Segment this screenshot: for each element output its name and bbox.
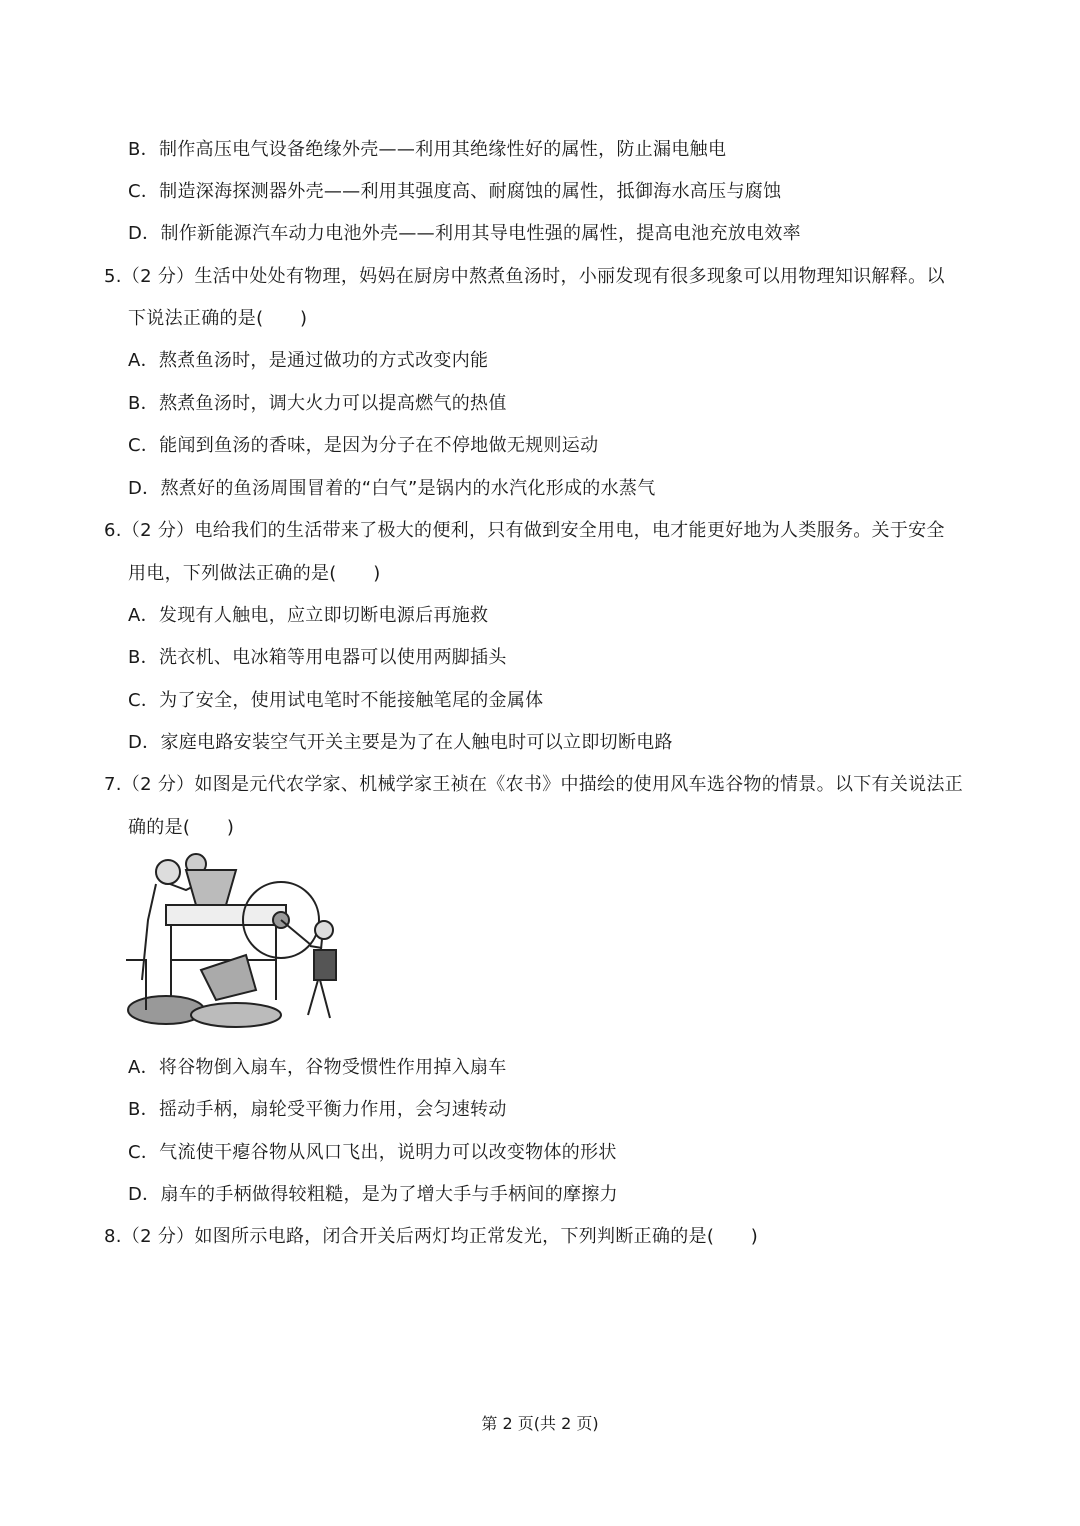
- q5-option-a: A．熬煮鱼汤时，是通过做功的方式改变内能: [128, 350, 489, 371]
- q5-option-d: D．熬煮好的鱼汤周围冒着的“白气”是锅内的水汽化形成的水蒸气: [128, 478, 656, 499]
- q7-option-c: C．气流使干瘪谷物从风口飞出，说明力可以改变物体的形状: [128, 1142, 617, 1163]
- q6-option-a: A．发现有人触电，应立即切断电源后再施救: [128, 605, 489, 626]
- q7-option-b: B．摇动手柄，扇轮受平衡力作用，会匀速转动: [128, 1099, 507, 1120]
- q8-stem-line1: 8.（2 分）如图所示电路，闭合开关后两灯均正常发光，下列判断正确的是( ): [104, 1226, 759, 1247]
- q7-option-d: D．扇车的手柄做得较粗糙，是为了增大手与手柄间的摩擦力: [128, 1184, 618, 1205]
- q4-option-c: C．制造深海探测器外壳——利用其强度高、耐腐蚀的属性，抵御海水高压与腐蚀: [128, 181, 782, 202]
- q4-option-d: D．制作新能源汽车动力电池外壳——利用其导电性强的属性，提高电池充放电效率: [128, 223, 801, 244]
- q5-stem-line2: 下说法正确的是( ): [128, 308, 308, 329]
- q6-stem-line1: 6.（2 分）电给我们的生活带来了极大的便利，只有做到安全用电，电才能更好地为人类服务。关于安全: [104, 520, 945, 541]
- q5-option-c: C．能闻到鱼汤的香味，是因为分子在不停地做无规则运动: [128, 435, 599, 456]
- page-footer: 第 2 页(共 2 页): [481, 1414, 599, 1433]
- q6-option-d: D．家庭电路安装空气开关主要是为了在人触电时可以立即切断电路: [128, 732, 673, 753]
- q4-option-b: B．制作高压电气设备绝缘外壳——利用其绝缘性好的属性，防止漏电触电: [128, 139, 727, 160]
- winnowing-machine-illustration: [126, 850, 358, 1030]
- q7-stem-line1: 7.（2 分）如图是元代农学家、机械学家王祯在《农书》中描绘的使用风车选谷物的情景。以下有关说法正: [104, 774, 964, 795]
- q6-stem-line2: 用电，下列做法正确的是( ): [128, 563, 381, 584]
- q6-option-b: B．洗衣机、电冰箱等用电器可以使用两脚插头: [128, 647, 507, 668]
- q5-stem-line1: 5.（2 分）生活中处处有物理，妈妈在厨房中熬煮鱼汤时，小丽发现有很多现象可以用物理知识解释。以: [104, 266, 945, 287]
- q7-option-a: A．将谷物倒入扇车，谷物受惯性作用掉入扇车: [128, 1057, 507, 1078]
- q6-option-c: C．为了安全，使用试电笔时不能接触笔尾的金属体: [128, 690, 544, 711]
- q5-option-b: B．熬煮鱼汤时，调大火力可以提高燃气的热值: [128, 393, 507, 414]
- q7-stem-line2: 确的是( ): [128, 817, 235, 838]
